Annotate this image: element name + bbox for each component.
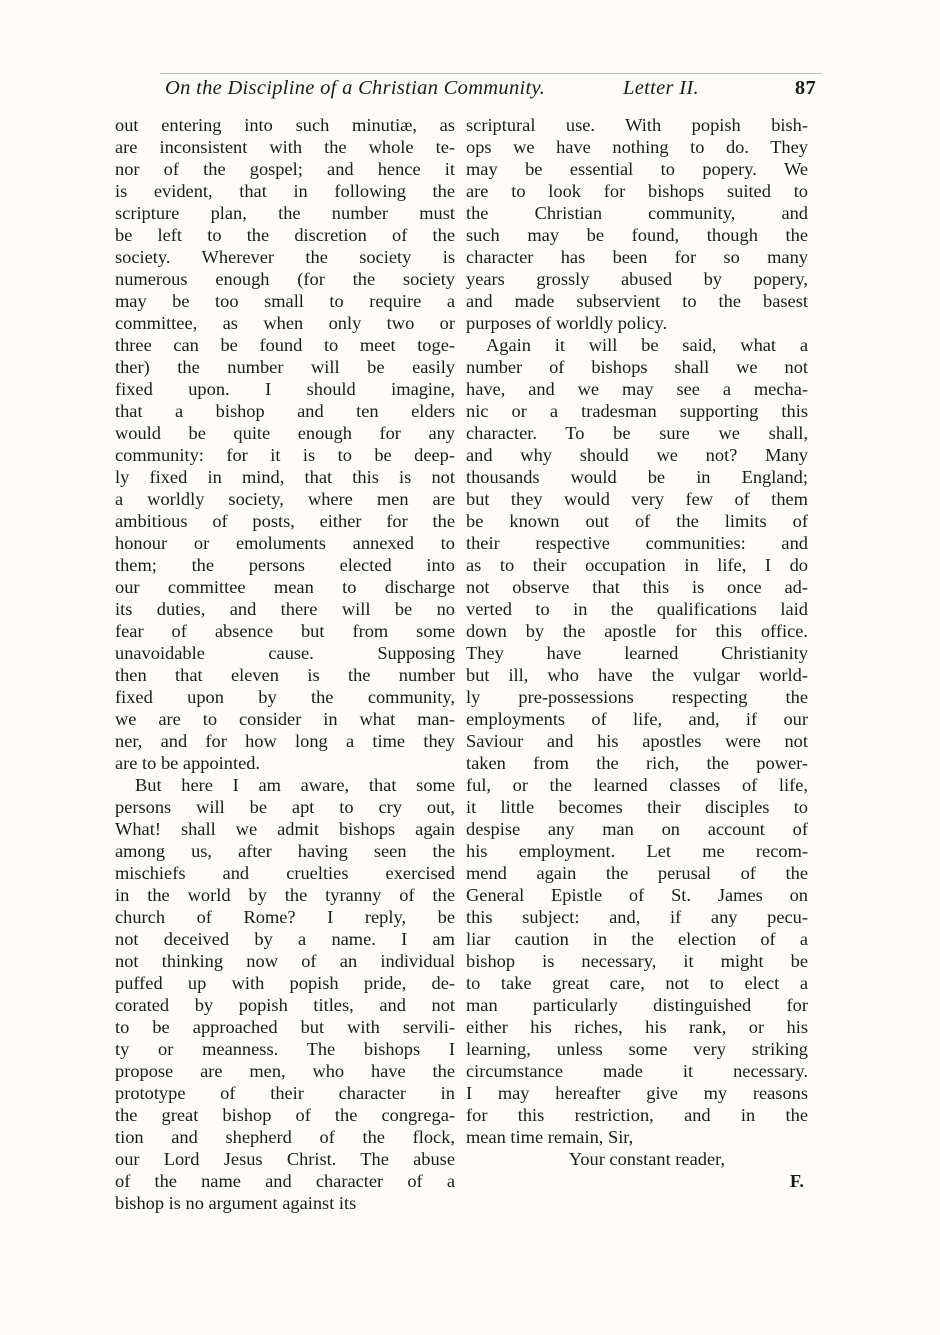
text-line: number of bishops shall we not	[466, 357, 808, 377]
text-line: taken from the rich, the power-	[466, 753, 808, 773]
text-line: What! shall we admit bishops again	[115, 819, 455, 839]
left-column	[115, 114, 455, 1214]
text-line: nor of the gospel; and hence it	[115, 159, 455, 179]
text-line: the Christian community, and	[466, 203, 808, 223]
text-line: corated by popish titles, and not	[115, 995, 455, 1015]
text-line: have, and we may see a mecha-	[466, 379, 808, 399]
text-line: then that eleven is the number	[115, 665, 455, 685]
text-line: may be essential to popery. We	[466, 159, 808, 179]
text-line: numerous enough (for the society	[115, 269, 455, 289]
text-line: may be too small to require a	[115, 291, 455, 311]
text-line: General Epistle of St. James on	[466, 885, 808, 905]
text-line: such may be found, though the	[466, 225, 808, 245]
text-line: but they would very few of them	[466, 489, 808, 509]
paragraph	[466, 114, 808, 334]
text-line: They have learned Christianity	[466, 643, 808, 663]
text-line: be known out of the limits of	[466, 511, 808, 531]
text-line: out entering into such minutiæ, as	[115, 115, 455, 135]
text-line: verted to in the qualifications laid	[466, 599, 808, 619]
text-line: ther) the number will be easily	[115, 357, 455, 377]
text-line: of the name and character of a	[115, 1171, 455, 1191]
text-line: are to look for bishops suited to	[466, 181, 808, 201]
text-line: among us, after having seen the	[115, 841, 455, 861]
running-header	[160, 73, 822, 104]
text-line: mischiefs and cruelties exercised	[115, 863, 455, 883]
text-line: would be quite enough for any	[115, 423, 455, 443]
text-line: puffed up with popish pride, de-	[115, 973, 455, 993]
text-line: to be approached but with servili-	[115, 1017, 455, 1037]
text-line: fear of absence but from some	[115, 621, 455, 641]
text-line: bishop is necessary, it might be	[466, 951, 808, 971]
text-line: ly fixed in mind, that this is not	[115, 467, 455, 487]
text-line: fixed upon. I should imagine,	[115, 379, 455, 399]
text-line: propose are men, who have the	[115, 1061, 455, 1081]
text-line: character. To be sure we shall,	[466, 423, 808, 443]
text-line: mean time remain, Sir,	[466, 1127, 634, 1147]
text-line: in the world by the tyranny of the	[115, 885, 455, 905]
text-line: ops we have nothing to do. They	[466, 137, 808, 157]
text-line: unavoidable cause. Supposing	[115, 643, 455, 663]
text-line: Again it will be said, what a	[486, 335, 808, 355]
text-line: scripture plan, the number must	[115, 203, 455, 223]
text-line: Saviour and his apostles were not	[466, 731, 808, 751]
text-line: as to their occupation in life, I do	[466, 555, 808, 575]
text-line: and made subservient to the basest	[466, 291, 808, 311]
text-line: not observe that this is once ad-	[466, 577, 808, 597]
text-line: fixed upon by the community,	[115, 687, 455, 707]
paragraph	[115, 114, 455, 774]
text-line: down by the apostle for this office.	[466, 621, 808, 641]
text-line: for this restriction, and in the	[466, 1105, 808, 1125]
text-line: man particularly distinguished for	[466, 995, 808, 1015]
text-line: a worldly society, where men are	[115, 489, 455, 509]
text-line: nic or a tradesman supporting this	[466, 401, 808, 421]
text-line: be left to the discretion of the	[115, 225, 455, 245]
text-line: their respective communities: and	[466, 533, 808, 553]
closing-line: Your constant reader,	[568, 1149, 726, 1169]
text-line: it little becomes their disciples to	[466, 797, 808, 817]
text-line: is evident, that in following the	[115, 181, 455, 201]
text-line: bishop is no argument against its	[115, 1193, 357, 1213]
text-line: that a bishop and ten elders	[115, 401, 455, 421]
page-number: 87	[794, 77, 816, 99]
text-line: scriptural use. With popish bish-	[466, 115, 808, 135]
text-line: to take great care, not to elect a	[466, 973, 808, 993]
text-line: tion and shepherd of the flock,	[115, 1127, 455, 1147]
text-line: employments of life, and, if our	[466, 709, 808, 729]
text-line: ful, or the learned classes of life,	[466, 775, 808, 795]
right-column	[466, 114, 808, 1192]
text-line: its duties, and there will be no	[115, 599, 455, 619]
text-line: ner, and for how long a time they	[115, 731, 455, 751]
text-line: this subject: and, if any pecu-	[466, 907, 808, 927]
text-line: his employment. Let me recom-	[466, 841, 808, 861]
text-line: not deceived by a name. I am	[115, 929, 455, 949]
text-line: liar caution in the election of a	[466, 929, 808, 949]
text-line: character has been for so many	[466, 247, 808, 267]
text-line: not thinking now of an individual	[115, 951, 455, 971]
text-line: we are to consider in what man-	[115, 709, 455, 729]
text-line: ty or meanness. The bishops I	[115, 1039, 455, 1059]
running-title: On the Discipline of a Christian Community.	[165, 77, 546, 99]
text-line: our Lord Jesus Christ. The abuse	[115, 1149, 455, 1169]
text-line: either his riches, his rank, or his	[466, 1017, 808, 1037]
text-line: committee, as when only two or	[115, 313, 455, 333]
paragraph	[115, 774, 455, 1214]
text-line: church of Rome? I reply, be	[115, 907, 455, 927]
text-line: purposes of worldly policy.	[466, 313, 668, 333]
text-line: society. Wherever the society is	[115, 247, 455, 267]
text-line: learning, unless some very striking	[466, 1039, 808, 1059]
text-line: and why should we not? Many	[466, 445, 808, 465]
text-line: years grossly abused by popery,	[466, 269, 808, 289]
text-line: three can be found to meet toge-	[115, 335, 455, 355]
text-line: thousands would be in England;	[466, 467, 808, 487]
text-line: I may hereafter give my reasons	[466, 1083, 808, 1103]
text-line: ly pre-possessions respecting the	[466, 687, 808, 707]
text-line: them; the persons elected into	[115, 555, 455, 575]
text-line: are inconsistent with the whole te-	[115, 137, 455, 157]
text-line: ambitious of posts, either for the	[115, 511, 455, 531]
text-line: mend again the perusal of the	[466, 863, 808, 883]
letter-label: Letter II.	[623, 77, 699, 99]
text-line: despise any man on account of	[466, 819, 808, 839]
paragraph	[466, 334, 808, 1148]
text-line: circumstance made it necessary.	[466, 1061, 808, 1081]
text-line: honour or emoluments annexed to	[115, 533, 455, 553]
text-line: persons will be apt to cry out,	[115, 797, 455, 817]
text-line: community: for it is to be deep-	[115, 445, 455, 465]
text-line: prototype of their character in	[115, 1083, 455, 1103]
text-line: But here I am aware, that some	[135, 775, 455, 795]
text-line: but ill, who have the vulgar world-	[466, 665, 808, 685]
text-line: the great bishop of the congrega-	[115, 1105, 455, 1125]
text-line: our committee mean to discharge	[115, 577, 455, 597]
text-line: are to be appointed.	[115, 753, 261, 773]
signature: F.	[789, 1171, 804, 1191]
